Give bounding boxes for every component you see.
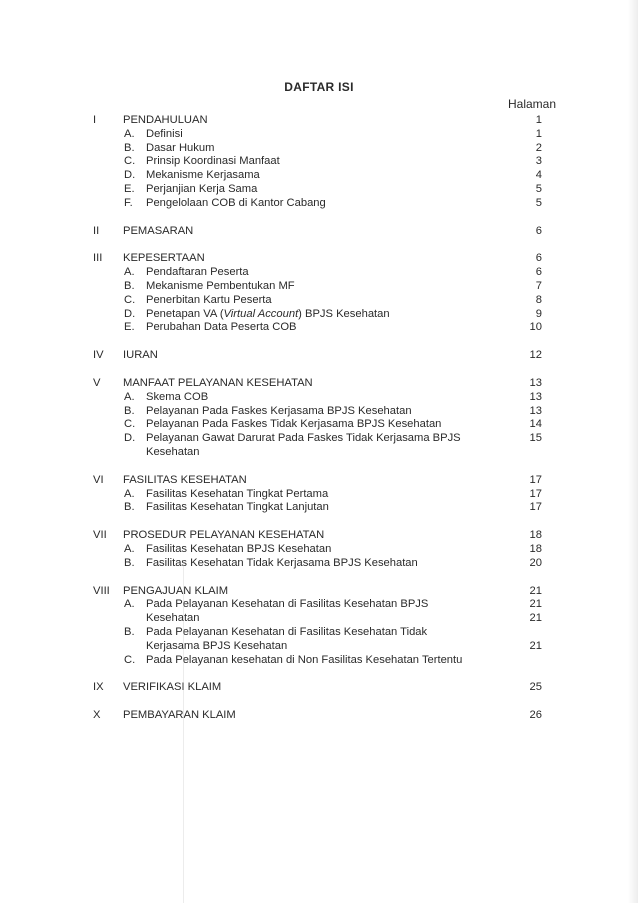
toc-section [0,377,638,460]
toc-item-continuation [0,640,638,654]
page-number: 13 [529,404,542,417]
item-letter: C. [124,155,136,168]
page-number: 6 [535,252,542,265]
item-letter: C. [124,418,136,431]
section-title: VERIFIKASI KLAIM [123,681,222,694]
item-letter: B. [124,141,135,154]
item-letter: D. [124,432,136,445]
toc-item-continuation [0,612,638,626]
page-number: 21 [529,639,542,652]
item-title: Pengelolaan COB di Kantor Cabang [146,196,326,209]
page-number: 20 [529,556,542,569]
page-number: 2 [535,141,542,154]
item-letter: A. [124,487,135,500]
section-title: FASILITAS KESEHATAN [123,473,247,486]
toc-section [0,474,638,515]
page-number: 5 [535,182,542,195]
page-number: 17 [529,501,542,514]
toc-item-continuation [0,446,638,460]
item-letter: C. [124,293,136,306]
toc-section [0,252,638,335]
toc-item [0,488,638,502]
item-title: Penerbitan Kartu Peserta [146,293,272,306]
page-number: 18 [529,542,542,555]
table-of-contents [0,114,638,723]
toc-section-heading [0,529,638,543]
toc-section-heading [0,474,638,488]
page-number: 21 [529,598,542,611]
page-number: 1 [535,127,542,140]
item-title: Perjanjian Kerja Sama [146,182,258,195]
section-number: IV [93,349,104,362]
item-title: Dasar Hukum [146,141,215,154]
item-letter: D. [124,169,136,182]
toc-section-heading [0,709,638,723]
item-title: Pendaftaran Peserta [146,266,249,279]
page-number: 3 [535,155,542,168]
toc-section [0,709,638,723]
page-number: 21 [529,584,542,597]
section-title: IURAN [123,349,158,362]
item-letter: E. [124,321,135,334]
toc-item [0,183,638,197]
item-letter: B. [124,279,135,292]
item-letter: A. [124,266,135,279]
section-number: VII [93,529,107,542]
item-letter: F. [124,196,133,209]
item-letter: C. [124,653,136,666]
page-number: 17 [529,487,542,500]
toc-item [0,321,638,335]
toc-item [0,654,638,668]
page-number: 13 [529,376,542,389]
page-number: 7 [535,279,542,292]
page-number: 18 [529,529,542,542]
section-number: III [93,252,103,265]
toc-item [0,557,638,571]
toc-section-heading [0,252,638,266]
item-title: Pada Pelayanan Kesehatan di Fasilitas Kesehatan BPJS [146,598,429,611]
toc-section-heading [0,225,638,239]
item-title: Mekanisme Kerjasama [146,169,260,182]
toc-item [0,626,638,640]
toc-item [0,280,638,294]
section-title: PEMASARAN [123,224,194,237]
section-title: PROSEDUR PELAYANAN KESEHATAN [123,529,325,542]
toc-section-heading [0,585,638,599]
toc-section [0,681,638,695]
item-title: Pada Pelayanan kesehatan di Non Fasilitas Kesehatan Tertentu [146,653,463,666]
toc-section-heading [0,114,638,128]
item-title: Perubahan Data Peserta COB [146,321,297,334]
item-title: Skema COB [146,390,209,403]
item-letter: A. [124,390,135,403]
section-title: PENDAHULUAN [123,114,208,126]
toc-item [0,169,638,183]
page-number: 9 [535,307,542,320]
page-number: 5 [535,196,542,209]
item-title-continuation: Kesehatan [146,612,200,625]
toc-section-heading [0,681,638,695]
item-title: Fasilitas Kesehatan BPJS Kesehatan [146,542,332,555]
page-number: 1 [535,114,542,126]
page-number: 26 [529,709,542,722]
section-number: V [93,376,101,389]
item-title: Pelayanan Pada Faskes Kerjasama BPJS Kesehatan [146,404,412,417]
toc-item [0,432,638,446]
page-number: 15 [529,432,542,445]
item-letter: B. [124,556,135,569]
section-title: PEMBAYARAN KLAIM [123,709,236,722]
paper-crease [183,560,184,903]
toc-section [0,585,638,668]
toc-item [0,501,638,515]
section-number: I [93,114,97,126]
item-letter: B. [124,501,135,514]
toc-section [0,114,638,211]
toc-section-heading [0,377,638,391]
section-number: VIII [93,584,110,597]
item-title: Prinsip Koordinasi Manfaat [146,155,280,168]
toc-item [0,128,638,142]
page-number: 21 [529,612,542,625]
section-title: KEPESERTAAN [123,252,205,265]
item-title: Fasilitas Kesehatan Tingkat Pertama [146,487,329,500]
item-title: Definisi [146,127,183,140]
item-letter: A. [124,598,135,611]
item-letter: B. [124,404,135,417]
page-number: 4 [535,169,542,182]
section-number: II [93,224,100,237]
item-letter: E. [124,182,135,195]
toc-item [0,197,638,211]
page-number: 6 [535,266,542,279]
page-number: 12 [529,349,542,362]
toc-item [0,418,638,432]
item-title: Pada Pelayanan Kesehatan di Fasilitas Kesehatan Tidak [146,625,428,638]
toc-section [0,225,638,239]
toc-section [0,529,638,570]
item-title: Mekanisme Pembentukan MF [146,279,295,292]
toc-item [0,266,638,280]
section-title: PENGAJUAN KLAIM [123,584,229,597]
item-letter: A. [124,127,135,140]
toc-item [0,294,638,308]
toc-item [0,391,638,405]
toc-item [0,543,638,557]
page-number: 10 [529,321,542,334]
toc-item [0,308,638,322]
page-number: 8 [535,293,542,306]
item-title: Pelayanan Pada Faskes Tidak Kerjasama BPJS Kesehatan [146,418,442,431]
item-title-continuation: Kerjasama BPJS Kesehatan [146,639,288,652]
item-title: Fasilitas Kesehatan Tidak Kerjasama BPJS Kesehatan [146,556,418,569]
page-number: 14 [529,418,542,431]
page-title: DAFTAR ISI [284,80,354,94]
section-title: MANFAAT PELAYANAN KESEHATAN [123,376,313,389]
toc-section [0,349,638,363]
item-letter: B. [124,625,135,638]
section-number: VI [93,473,104,486]
toc-item [0,405,638,419]
page-column-header: Halaman [508,97,557,111]
page-number: 6 [535,224,542,237]
item-title: Pelayanan Gawat Darurat Pada Faskes Tidak Kerjasama BPJS [146,432,461,445]
item-title-continuation: Kesehatan [146,445,200,458]
paper-edge-shadow [628,0,638,903]
toc-section-heading [0,349,638,363]
page-number: 25 [529,681,542,694]
item-title: Penetapan VA (Virtual Account) BPJS Kesehatan [146,307,390,320]
section-number: IX [93,681,104,694]
toc-item [0,142,638,156]
toc-item [0,155,638,169]
item-title: Fasilitas Kesehatan Tingkat Lanjutan [146,501,329,514]
page-number: 17 [529,473,542,486]
item-letter: D. [124,307,136,320]
toc-item [0,598,638,612]
section-number: X [93,709,101,722]
item-letter: A. [124,542,135,555]
page-number: 13 [529,390,542,403]
